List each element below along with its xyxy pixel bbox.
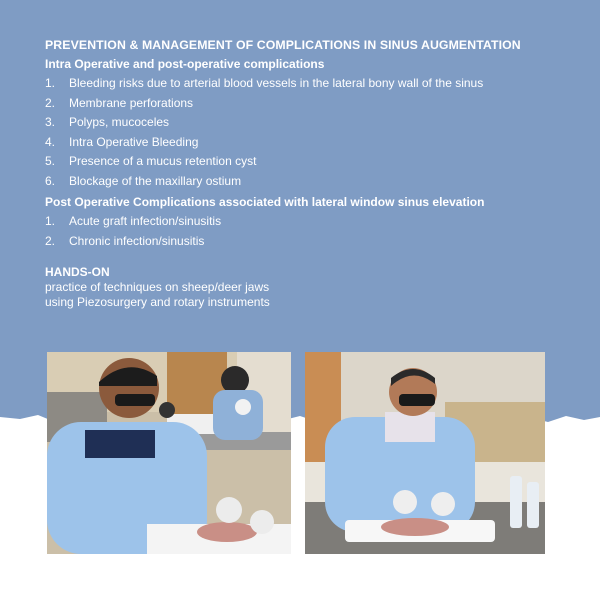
list-item: 1. Bleeding risks due to arterial blood vessels in the lateral bony wall of the sinus [45,76,484,90]
list-item: 1. Acute graft infection/sinusitis [45,214,222,228]
list-item: 5. Presence of a mucus retention cyst [45,154,257,168]
page-title: PREVENTION & MANAGEMENT OF COMPLICATIONS IN SINUS AUGMENTATION [45,38,521,52]
workshop-photo-left [47,352,291,554]
post-complications-list [45,212,575,251]
list-item: 2. Membrane perforations [45,95,194,110]
intra-section-title: Intra Operative and post-operative complications [45,57,325,71]
hands-on-line-1: practice of techniques on sheep/deer jaws [45,280,270,294]
list-item: 2. Chronic infection/sinusitis [45,233,205,248]
workshop-photo-right [305,352,545,554]
intra-complications-list [45,74,575,191]
list-item: 4. Intra Operative Bleeding [45,134,199,149]
text-content [45,38,575,310]
hands-on-line-2: using Piezosurgery and rotary instruments [45,295,270,309]
post-section-title: Post Operative Complications associated with lateral window sinus elevation [45,195,485,209]
hands-on-title: HANDS-ON [45,265,110,279]
list-item: 6. Blockage of the maxillary ostium [45,173,242,188]
list-item: 3. Polyps, mucoceles [45,115,170,129]
